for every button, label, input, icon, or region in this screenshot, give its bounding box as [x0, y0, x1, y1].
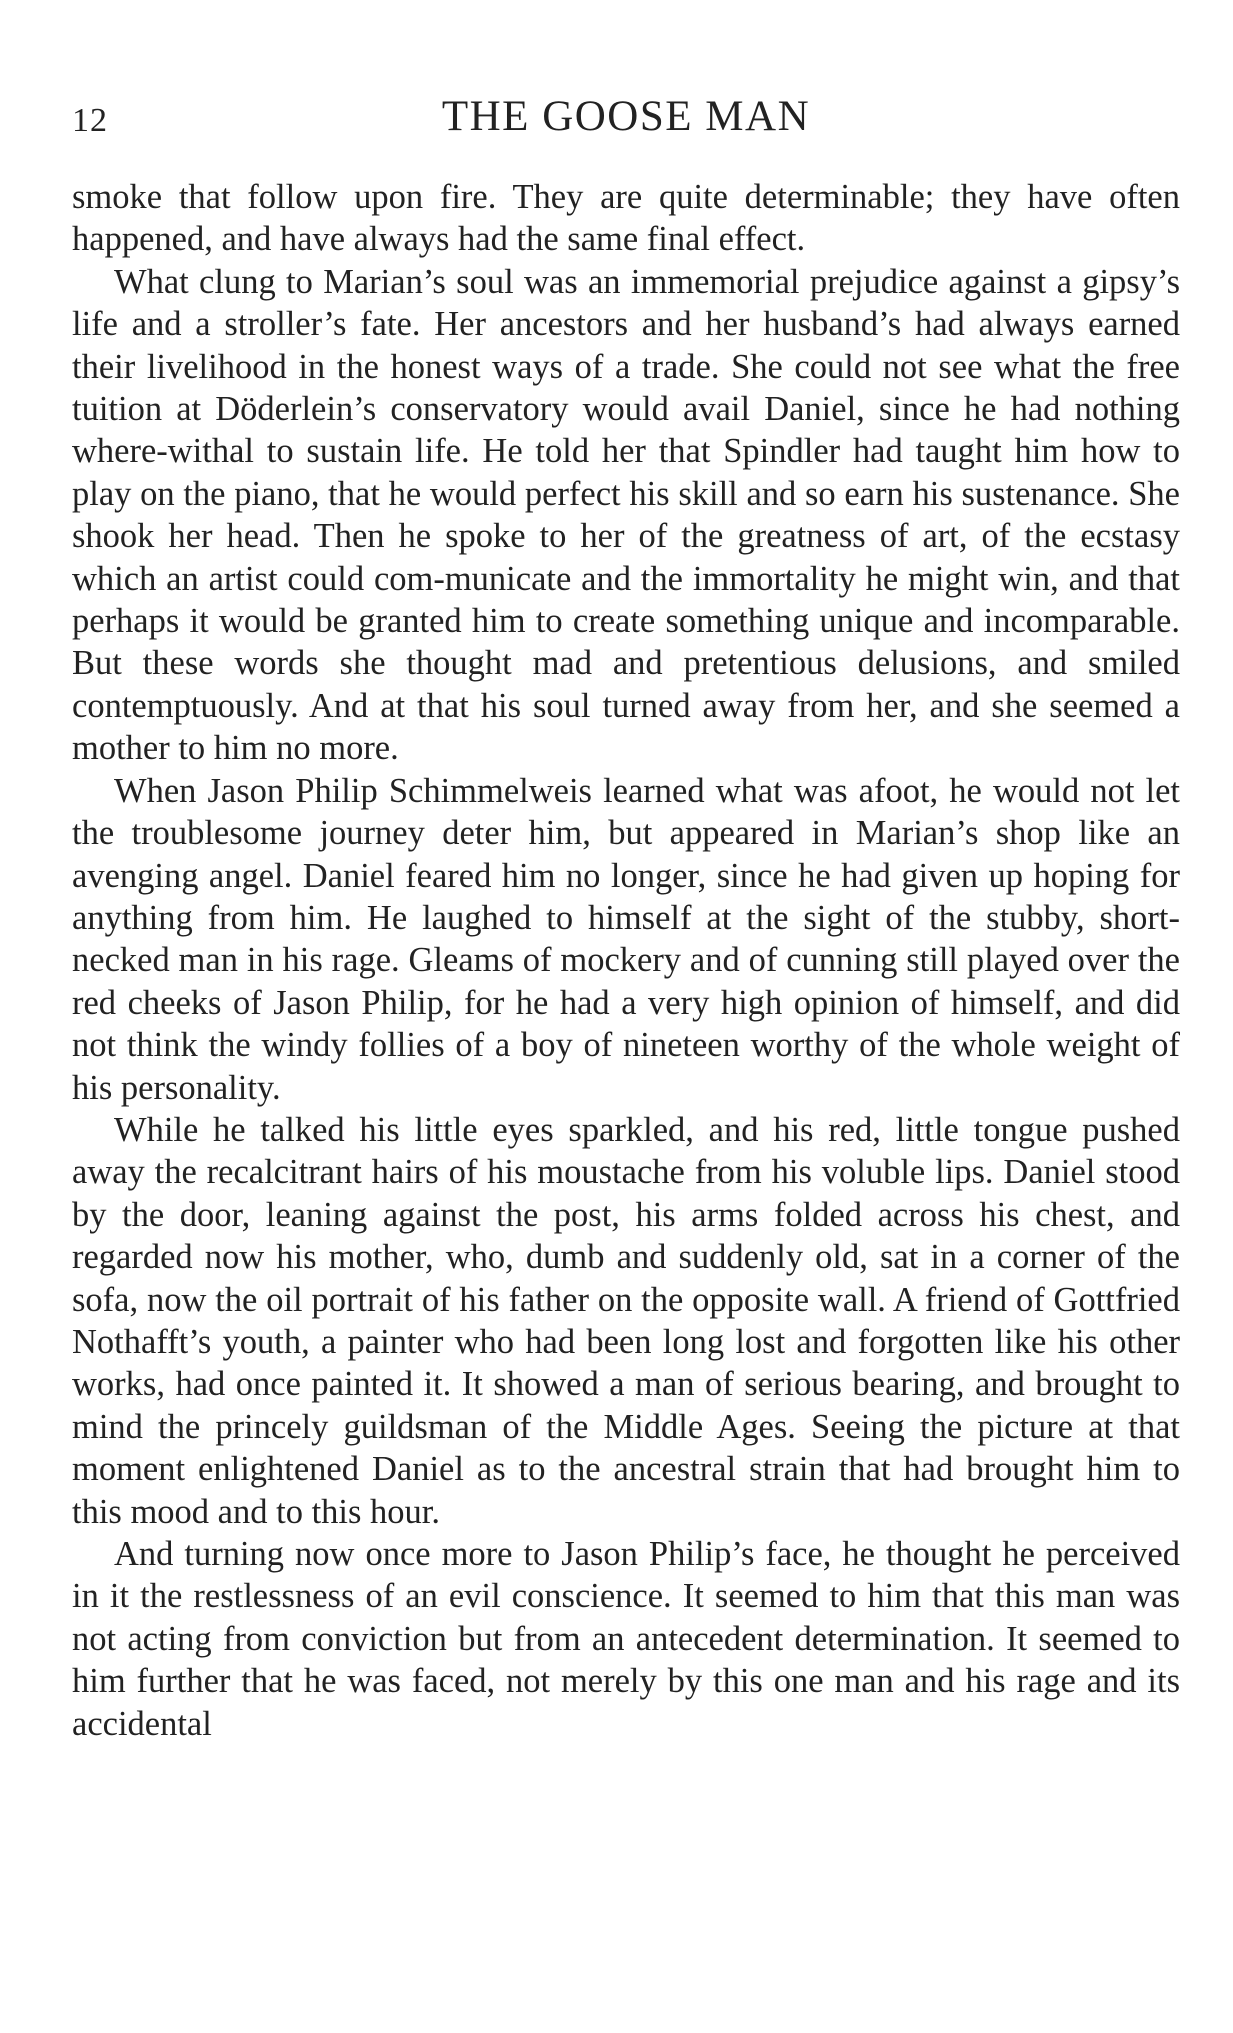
paragraph: What clung to Marian’s soul was an immemorial prejudice against a gipsy’s life and a stroller’s fate. Her ancestors and her husband’s had always earned their livelihood in the honest ways of a trade. She could not see what the free tuition at Döderlein’s conservatory would avail Daniel, since he had nothing where-withal to sustain life. He told her that Spindler had taught him how to play on the piano, that he would perfect his skill and so earn his sustenance. She shook her head. Then he spoke to her of the greatness of art, of the ecstasy which an artist could com-municate and the immortality he might win, and that perhaps it would be granted him to create something unique and incomparable. But these words she thought mad and pretentious delusions, and smiled contemptuously. And at that his soul turned away from her, and she seemed a mother to him no more. [72, 262, 1180, 768]
paragraph-continuation: smoke that follow upon fire. They are quite determinable; they have often happened, and have always had the same final effect. [72, 178, 1180, 259]
running-title: THE GOOSE MAN [441, 93, 811, 140]
page-number: 12 [72, 102, 108, 139]
page-header [72, 92, 1180, 152]
paragraph: When Jason Philip Schimmelweis learned what was afoot, he would not let the troublesome journey deter him, but appeared in Marian’s shop like an avenging angel. Daniel feared him no longer, since he had given up hoping for anything from him. He laughed to himself at the sight of the stubby, short-necked man in his rage. Gleams of mockery and of cunning still played over the red cheeks of Jason Philip, for he had a very high opinion of himself, and did not think the windy follies of a boy of nineteen worthy of the whole weight of his personality. [72, 771, 1180, 1107]
paragraph: And turning now once more to Jason Philip’s face, he thought he perceived in it the restlessness of an evil conscience. It seemed to him that this man was not acting from conviction but from an antecedent determination. It seemed to him further that he was faced, not merely by this one man and his rage and its accidental [72, 1535, 1180, 1743]
body-text [72, 176, 1180, 1745]
book-page [72, 92, 1180, 1745]
paragraph: While he talked his little eyes sparkled, and his red, little tongue pushed away the recalcitrant hairs of his moustache from his voluble lips. Daniel stood by the door, leaning against the post, his arms folded across his chest, and regarded now his mother, who, dumb and suddenly old, sat in a corner of the sofa, now the oil portrait of his father on the opposite wall. A friend of Gottfried Nothafft’s youth, a painter who had been long lost and forgotten like his other works, had once painted it. It showed a man of serious bearing, and brought to mind the princely guildsman of the Middle Ages. Seeing the picture at that moment enlightened Daniel as to the ancestral strain that had brought him to this mood and to this hour. [72, 1110, 1180, 1531]
